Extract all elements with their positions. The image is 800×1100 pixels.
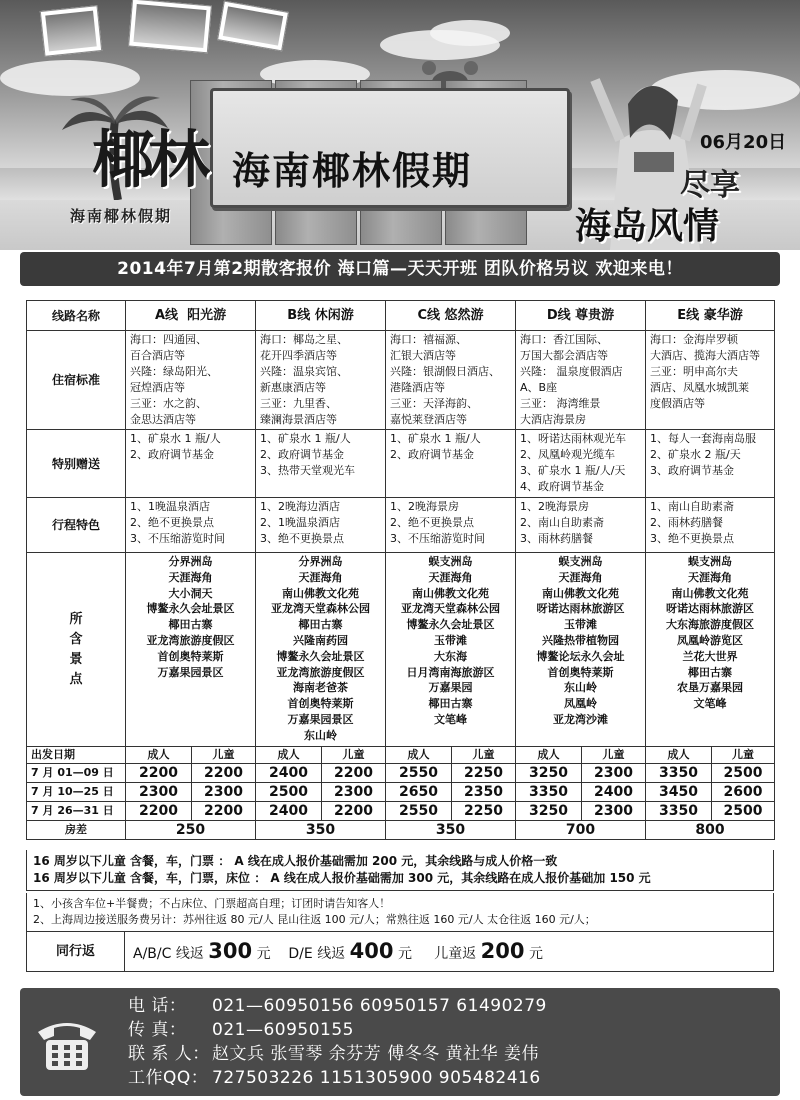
board-title: 海南椰林假期	[232, 148, 473, 193]
hotel-label: 住宿标准	[27, 331, 126, 430]
gift-cell-e	[646, 430, 775, 498]
adult-price: 3250	[516, 802, 582, 821]
feature-cell-b	[256, 498, 386, 553]
cell-line: 博鳌永久会址景区	[406, 618, 495, 632]
cell-line: 呀诺达雨林旅游区	[666, 602, 755, 616]
cell-line: 1、矿泉水 1 瓶/人	[260, 432, 351, 445]
hanging-photo	[40, 5, 102, 57]
spots-cell-a	[126, 553, 256, 747]
cell-line: 三亚：水之韵、	[130, 397, 207, 410]
route-e-header: E线 豪华游	[646, 301, 775, 331]
cell-line: 万国大都会酒店等	[520, 349, 609, 362]
cell-line: 日月湾南海旅游区	[406, 665, 495, 679]
cell-line: 椰田古寨	[168, 618, 213, 632]
cell-line: 臻澜海景酒店等	[260, 413, 338, 426]
hotel-cell-b	[256, 331, 386, 430]
route-d-header: D线 尊贵游	[516, 301, 646, 331]
depart-date: 7 月 26—31 日	[27, 802, 126, 821]
cell-line: A、B座	[520, 381, 558, 394]
cell-line: 2、政府调节基金	[260, 448, 345, 461]
room-diff-d: 700	[516, 821, 646, 840]
cell-line: 3、热带天堂观光车	[260, 464, 356, 477]
cell-line: 首创奥特莱斯	[287, 697, 354, 711]
cell-line: 三亚：九里香、	[260, 397, 338, 410]
child-price: 2200	[192, 802, 256, 821]
spots-row	[27, 553, 775, 747]
slogan-line2: 海岛风情	[575, 205, 720, 247]
cell-line: 凤凰岭	[564, 697, 598, 711]
cell-line: 博鳌论坛永久会址	[536, 649, 625, 663]
cell-line: 嘉悦莱登酒店等	[390, 413, 468, 426]
fax-row: 传 真： 021—60950155	[128, 1020, 354, 1040]
adult-label: 成人	[516, 747, 582, 764]
cell-line: 3、不压缩游览时间	[390, 532, 486, 545]
child-price: 2300	[322, 783, 386, 802]
extra-notes	[26, 893, 774, 932]
price-row	[27, 802, 775, 821]
cell-line: 兴隆：绿岛阳光、	[130, 365, 218, 378]
child-label: 儿童	[192, 747, 256, 764]
cell-line: 大小洞天	[168, 586, 213, 600]
cell-line: 万嘉果园景区	[287, 712, 354, 726]
cell-line: 3、雨林药膳餐	[520, 532, 594, 545]
cell-line: 海南老爸茶	[293, 681, 349, 695]
price-table	[26, 300, 775, 840]
cell-line: 大酒店、揽海大酒店等	[650, 349, 761, 362]
cell-line: 南山佛教文化苑	[412, 586, 490, 600]
cell-line: 海口：金海岸罗顿	[650, 333, 739, 346]
room-diff-c: 350	[386, 821, 516, 840]
adult-price: 2200	[126, 764, 192, 783]
cell-line: 蜈支洲岛	[688, 555, 733, 568]
gift-label: 特别赠送	[27, 430, 126, 498]
adult-price: 3350	[646, 802, 712, 821]
cell-line: 大酒店海景房	[520, 413, 587, 426]
cell-line: 蜈支洲岛	[428, 555, 473, 568]
cell-line: 海口：香江国际、	[520, 333, 609, 346]
cell-line: 2、矿泉水 2 瓶/天	[650, 448, 741, 461]
rebate-child-value: 200	[480, 939, 525, 963]
qq-row: 工作QQ： 727503226 1151305900 905482416	[128, 1068, 541, 1088]
cell-line: 东山岭	[304, 728, 338, 742]
gift-cell-b	[256, 430, 386, 498]
cell-line: 亚龙湾沙滩	[553, 712, 609, 726]
hero-banner-image	[0, 0, 800, 250]
cell-line: 椰田古寨	[688, 665, 733, 679]
contact-person-row: 联 系 人： 赵文兵 张雪琴 余芬芳 傅冬冬 黄社华 姜伟	[128, 1044, 540, 1064]
route-c-header: C线 悠然游	[386, 301, 516, 331]
cell-line: 万嘉果园景区	[157, 665, 224, 679]
slogan-line1: 尽享	[680, 168, 740, 203]
cell-line: 3、绝不更换景点	[260, 532, 345, 545]
room-diff-label: 房差	[27, 821, 126, 840]
child-price: 2200	[322, 802, 386, 821]
cell-line: 海口：四通园、	[130, 333, 207, 346]
hanging-photo	[128, 0, 212, 53]
feature-label: 行程特色	[27, 498, 126, 553]
cell-line: 大东海	[434, 649, 468, 663]
room-diff-a: 250	[126, 821, 256, 840]
cell-line: 汇银大酒店等	[390, 349, 457, 362]
cell-line: 1、1晚温泉酒店	[130, 500, 210, 513]
contact-persons: 赵文兵 张雪琴 余芬芳 傅冬冬 黄社华 姜伟	[212, 1044, 540, 1064]
adult-price: 2200	[126, 802, 192, 821]
adult-label: 成人	[256, 747, 322, 764]
cell-line: 亚龙湾旅游度假区	[146, 633, 235, 647]
phone-numbers: 021—60950156 60950157 61490279	[212, 996, 547, 1016]
cell-line: 万嘉果园	[428, 681, 473, 695]
cell-line: 亚龙湾天堂森林公园	[271, 602, 371, 616]
adult-label: 成人	[386, 747, 452, 764]
cell-line: 凤凰岭游览区	[677, 633, 744, 647]
cell-line: 1、2晚海边酒店	[260, 500, 341, 513]
adult-price: 2400	[256, 802, 322, 821]
cell-line: 天涯海角	[558, 570, 603, 584]
cell-line: 蜈支洲岛	[558, 555, 603, 568]
cell-line: 分界洲岛	[298, 555, 343, 568]
gift-row	[27, 430, 775, 498]
cell-line: 1、南山自助素斋	[650, 500, 735, 513]
cell-line: 金思达酒店等	[130, 413, 196, 426]
cell-line: 农垦万嘉果园	[677, 681, 744, 695]
adult-price: 2550	[386, 764, 452, 783]
route-header-row	[27, 301, 775, 331]
cell-line: 天涯海角	[298, 570, 343, 584]
hotel-cell-d	[516, 331, 646, 430]
cell-line: 兰花大世界	[682, 649, 738, 663]
rebate-unit: 元	[397, 946, 412, 962]
room-diff-row	[27, 821, 775, 840]
cell-line: 3、绝不更换景点	[650, 532, 735, 545]
cell-line: 三亚：天泽海韵、	[390, 397, 479, 410]
cell-line: 椰田古寨	[298, 618, 343, 632]
price-row	[27, 764, 775, 783]
price-banner: 2014年7月第2期散客报价 海口篇—天天开班 团队价格另议 欢迎来电！	[20, 252, 780, 286]
phone-row: 电 话： 021—60950156 60950157 61490279	[128, 996, 547, 1016]
cell-line: 南山佛教文化苑	[542, 586, 620, 600]
cell-line: 景	[69, 651, 83, 667]
note-line: 2、上海周边接送服务费另计：苏州往返 80 元/人 昆山往返 100 元/人；常熟往返 160 元/人 太仓往返 160 元/人；	[33, 913, 596, 926]
rebate-values	[133, 936, 543, 969]
adult-price: 2550	[386, 802, 452, 821]
child-price: 2200	[192, 764, 256, 783]
qq-numbers: 727503226 1151305900 905482416	[212, 1068, 541, 1088]
child-price-notes	[26, 850, 774, 891]
room-diff-b: 350	[256, 821, 386, 840]
child-price: 2500	[712, 764, 775, 783]
cell-line: 4、政府调节基金	[520, 480, 605, 493]
cell-line: 三亚：明申高尔夫	[650, 365, 739, 378]
cell-line: 玉带滩	[434, 633, 468, 647]
contact-footer	[20, 988, 780, 1096]
cell-line: 亚龙湾天堂森林公园	[401, 602, 501, 616]
cell-line: 玉带滩	[564, 618, 598, 632]
feature-cell-c	[386, 498, 516, 553]
cell-line: 2、绝不更换景点	[130, 516, 214, 529]
cell-line: 东山岭	[564, 681, 598, 695]
cell-line: 呀诺达雨林旅游区	[536, 602, 625, 616]
child-price: 2300	[582, 802, 646, 821]
cell-line: 酒店、凤凰水城凯莱	[650, 381, 750, 394]
rebate-abc-label: A/B/C 线返	[133, 946, 204, 962]
rebate-child-label: 儿童返	[434, 946, 477, 962]
fax-number: 021—60950155	[212, 1020, 354, 1040]
cell-line: 天涯海角	[428, 570, 473, 584]
child-price: 2500	[712, 802, 775, 821]
cell-line: 天涯海角	[168, 570, 213, 584]
cell-line: 首创奥特莱斯	[157, 649, 224, 663]
child-price: 2250	[452, 802, 516, 821]
corner-label: 线路名称	[27, 301, 126, 331]
spots-label	[27, 553, 126, 747]
child-price: 2300	[192, 783, 256, 802]
hanging-photo	[217, 1, 289, 52]
cell-line: 兴隆热带植物园	[542, 633, 620, 647]
cell-line: 兴隆：温泉宾馆、	[260, 365, 349, 378]
cell-line: 3、政府调节基金	[650, 464, 735, 477]
hotel-cell-c	[386, 331, 516, 430]
cell-line: 新惠康酒店等	[260, 381, 327, 394]
child-price: 2300	[582, 764, 646, 783]
cell-line: 2、凤凰岭观光缆车	[520, 448, 616, 461]
cell-line: 3、矿泉水 1 瓶/人/天	[520, 464, 626, 477]
cell-line: 点	[69, 671, 83, 687]
route-a-header: A线 阳光游	[126, 301, 256, 331]
adult-price: 3450	[646, 783, 712, 802]
spots-cell-d	[516, 553, 646, 747]
cell-line: 南山佛教文化苑	[671, 586, 749, 600]
cell-line: 冠煌酒店等	[130, 381, 185, 394]
telephone-icon	[34, 1012, 100, 1072]
child-price: 2250	[452, 764, 516, 783]
contact-info	[128, 994, 547, 1090]
cell-line: 三亚： 海湾维景	[520, 397, 601, 410]
rebate-label: 同行返	[27, 932, 125, 971]
depart-date: 7 月 10—25 日	[27, 783, 126, 802]
cell-line: 港隆酒店等	[390, 381, 446, 394]
cell-line: 天涯海角	[688, 570, 733, 584]
child-label: 儿童	[322, 747, 386, 764]
note-line: 16 周岁以下儿童 含餐，车，门票 ： A 线在成人报价基础需加 200 元，其余线路与成人价格一致	[33, 854, 558, 868]
gift-cell-d	[516, 430, 646, 498]
cell-line: 2、政府调节基金	[390, 448, 475, 461]
adult-price: 3350	[646, 764, 712, 783]
feature-cell-e	[646, 498, 775, 553]
brand-logo: 椰林	[92, 123, 205, 196]
gift-cell-a	[126, 430, 256, 498]
rebate-unit: 元	[256, 946, 271, 962]
feature-row	[27, 498, 775, 553]
gift-cell-c	[386, 430, 516, 498]
cell-line: 百合酒店等	[130, 349, 185, 362]
cell-line: 2、南山自助素斋	[520, 516, 605, 529]
adult-price: 2500	[256, 783, 322, 802]
cell-line: 兴隆南药园	[293, 633, 349, 647]
cell-line: 大东海旅游度假区	[666, 618, 755, 632]
spots-cell-c	[386, 553, 516, 747]
adult-price: 2400	[256, 764, 322, 783]
cell-line: 1、2晚海景房	[520, 500, 590, 513]
feature-cell-d	[516, 498, 646, 553]
adult-price: 2650	[386, 783, 452, 802]
cell-line: 度假酒店等	[650, 397, 706, 410]
room-diff-e: 800	[646, 821, 775, 840]
route-b-header: B线 休闲游	[256, 301, 386, 331]
cell-line: 含	[69, 631, 83, 647]
rebate-unit: 元	[528, 946, 543, 962]
child-label: 儿童	[582, 747, 646, 764]
cell-line: 博鳌永久会址景区	[146, 602, 235, 616]
spots-cell-b	[256, 553, 386, 747]
depart-header-row	[27, 747, 775, 764]
cell-line: 2、雨林药膳餐	[650, 516, 724, 529]
cell-line: 花开四季酒店等	[260, 349, 338, 362]
child-price: 2600	[712, 783, 775, 802]
depart-date: 7 月 01—09 日	[27, 764, 126, 783]
cell-line: 兴隆： 温泉度假酒店	[520, 365, 623, 378]
rebate-de-value: 400	[349, 939, 394, 963]
cell-line: 2、政府调节基金	[130, 448, 214, 461]
rebate-de-label: D/E 线返	[288, 946, 346, 962]
cell-line: 椰田古寨	[428, 697, 473, 711]
rebate-abc-value: 300	[208, 939, 253, 963]
cell-line: 海口：椰岛之星、	[260, 333, 349, 346]
note-line: 16 周岁以下儿童 含餐，车，门票，床位 ： A 线在成人报价基础需加 300 元，其余线路在成人报价基础加 150 元	[33, 871, 651, 885]
adult-label: 成人	[126, 747, 192, 764]
cell-line: 博鳌永久会址景区	[276, 649, 365, 663]
cell-line: 1、每人一套海南岛服	[650, 432, 757, 445]
note-line: 1、小孩含车位+半餐费；不占床位、门票超高自理；订团时请告知客人！	[33, 897, 391, 910]
cell-line: 分界洲岛	[168, 555, 213, 568]
cell-line: 1、2晚海景房	[390, 500, 460, 513]
child-price: 2400	[582, 783, 646, 802]
cell-line: 文笔峰	[434, 712, 468, 726]
cell-line: 南山佛教文化苑	[282, 586, 360, 600]
depart-label: 出发日期	[27, 747, 126, 764]
cell-line: 海口：禧福源、	[390, 333, 468, 346]
cell-line: 兴隆：银湖假日酒店、	[390, 365, 501, 378]
feature-cell-a	[126, 498, 256, 553]
hotel-cell-a	[126, 331, 256, 430]
hotel-cell-e	[646, 331, 775, 430]
cell-line: 1、矿泉水 1 瓶/人	[390, 432, 481, 445]
issue-date: 06月20日	[700, 132, 787, 153]
child-price: 2350	[452, 783, 516, 802]
brand-subtitle: 海南椰林假期	[70, 207, 173, 225]
cell-line: 文笔峰	[693, 697, 727, 711]
cell-line: 亚龙湾旅游度假区	[276, 665, 365, 679]
price-row	[27, 783, 775, 802]
cell-line: 2、绝不更换景点	[390, 516, 475, 529]
rebate-row	[26, 932, 774, 972]
cell-line: 首创奥特莱斯	[547, 665, 614, 679]
cell-line: 1、矿泉水 1 瓶/人	[130, 432, 221, 445]
adult-price: 3250	[516, 764, 582, 783]
spots-cell-e	[646, 553, 775, 747]
cell-line: 2、1晚温泉酒店	[260, 516, 341, 529]
child-label: 儿童	[712, 747, 775, 764]
cell-line: 所	[69, 611, 83, 627]
cell-line: 3、不压缩游览时间	[130, 532, 225, 545]
adult-price: 2300	[126, 783, 192, 802]
child-price: 2200	[322, 764, 386, 783]
cell-line: 1、呀诺达雨林观光车	[520, 432, 627, 445]
adult-label: 成人	[646, 747, 712, 764]
adult-price: 3350	[516, 783, 582, 802]
child-label: 儿童	[452, 747, 516, 764]
hotel-row	[27, 331, 775, 430]
